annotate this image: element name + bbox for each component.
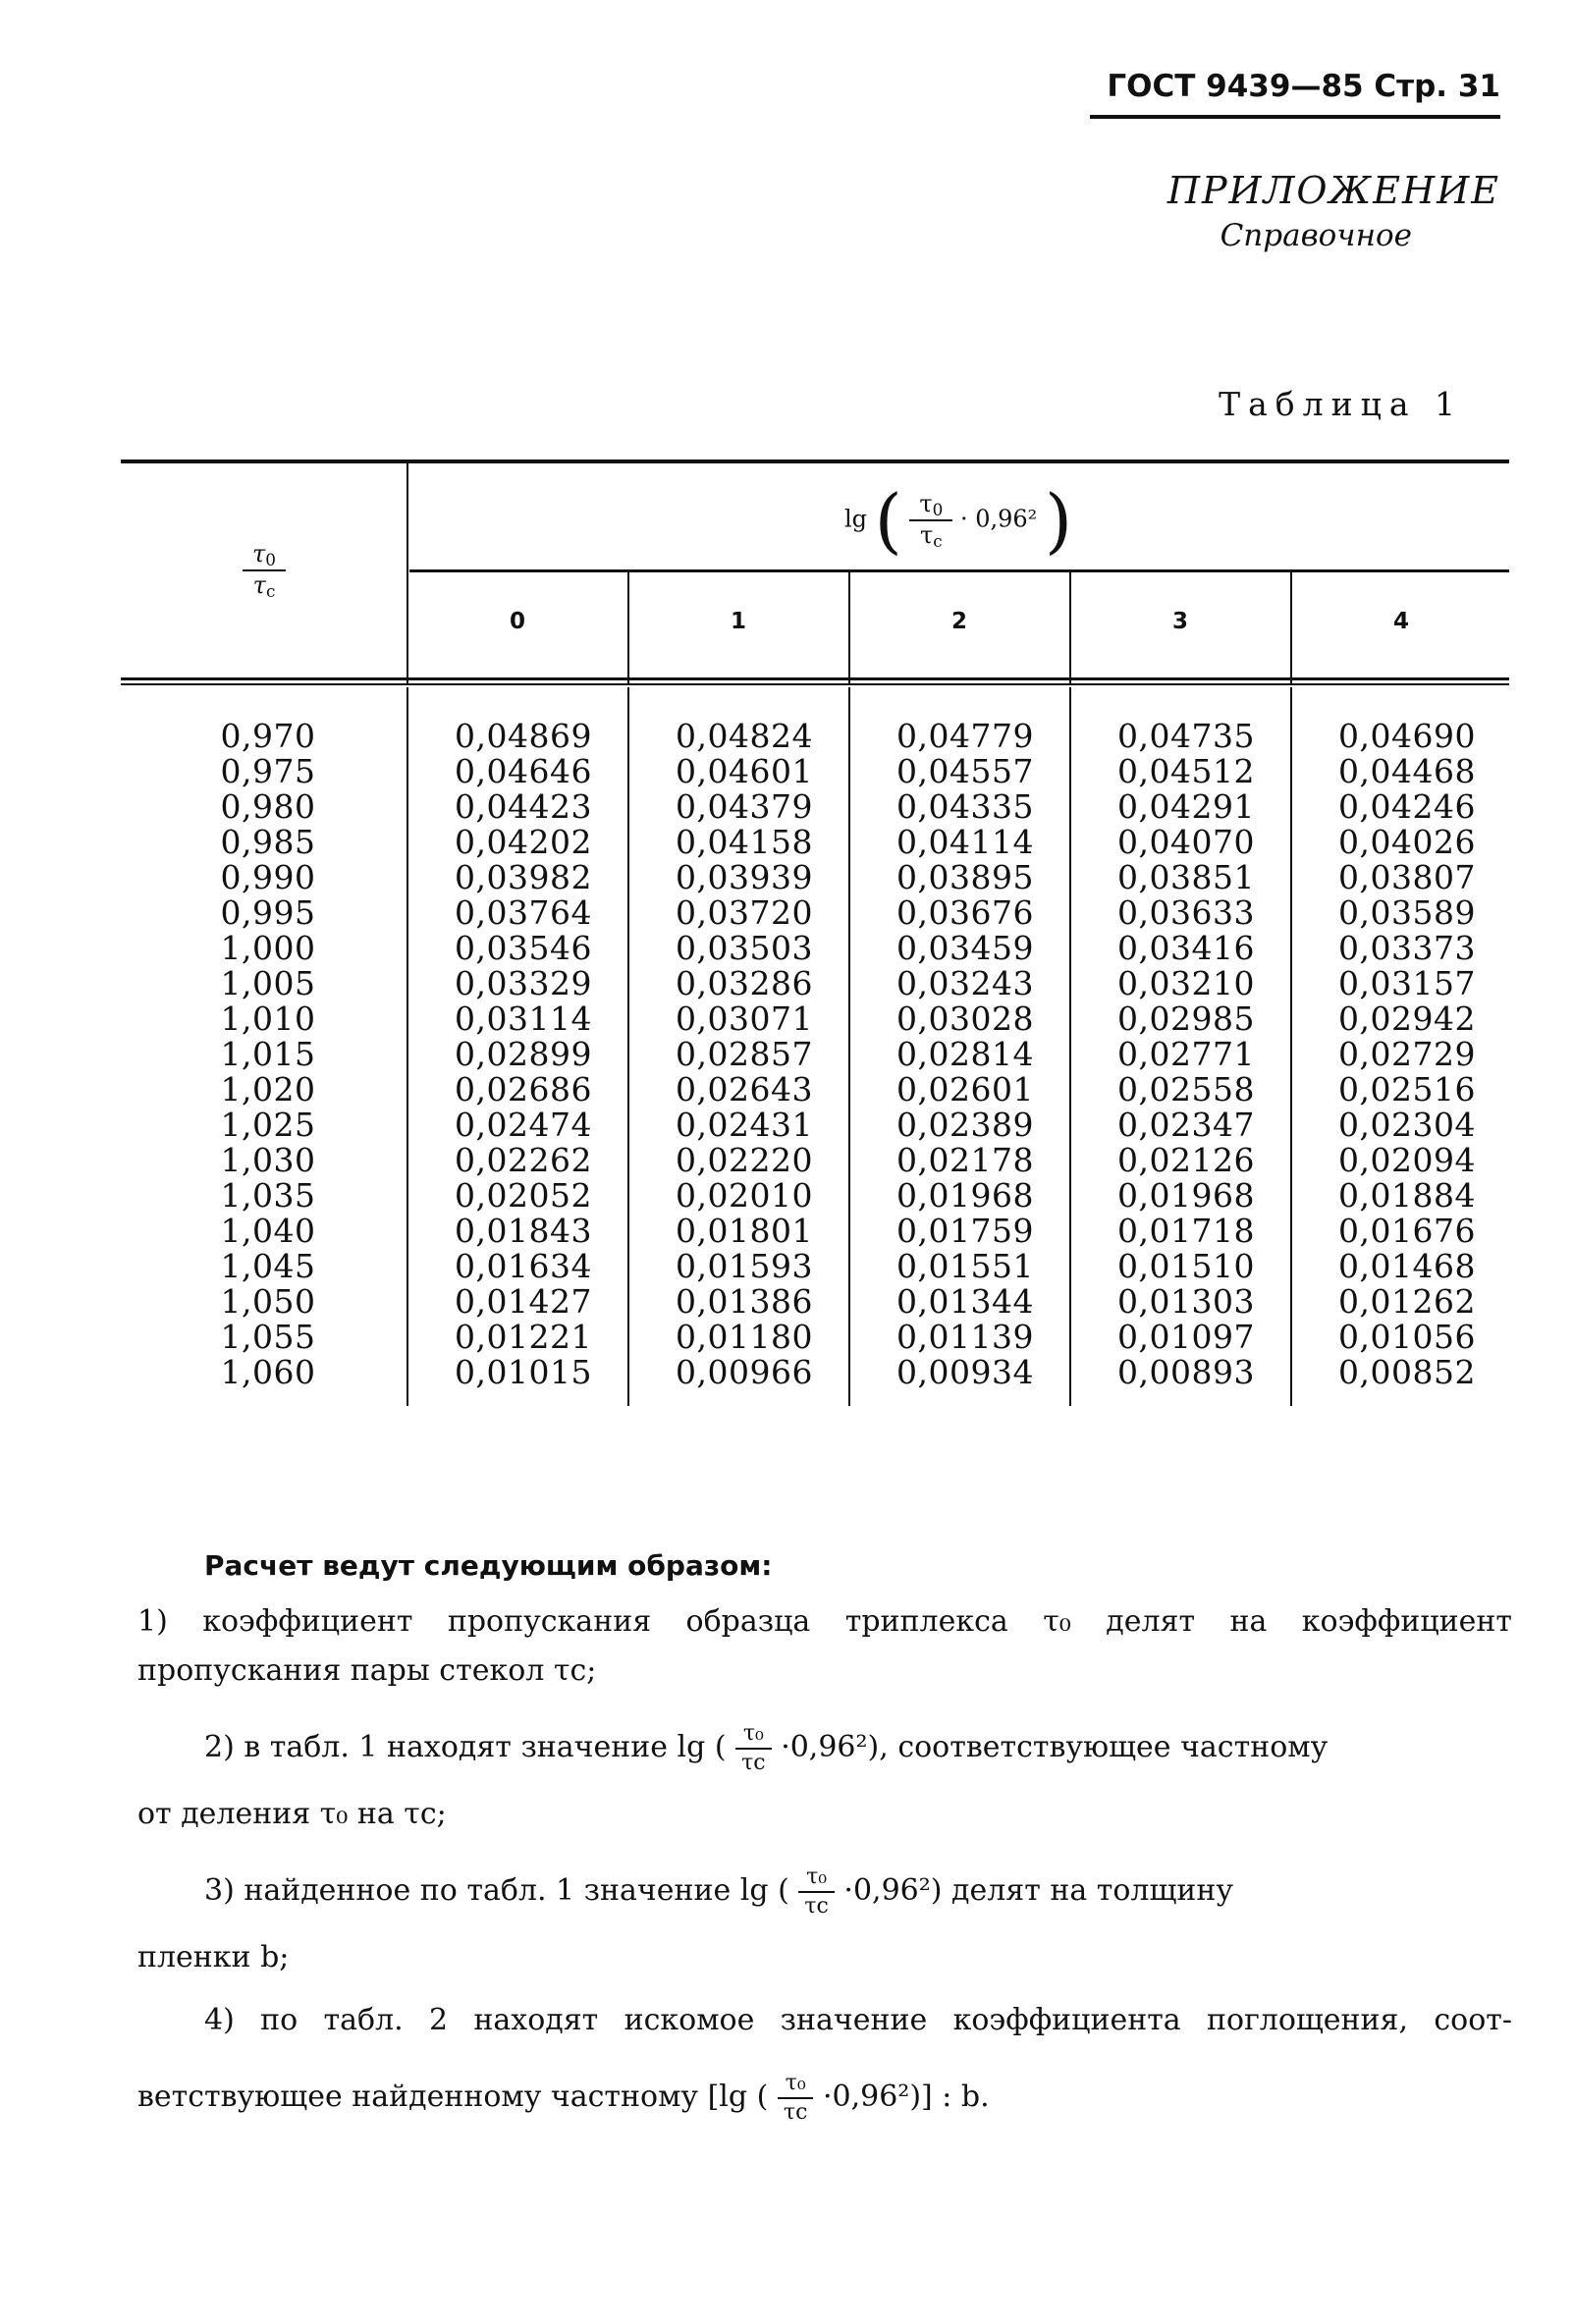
step-2-fraction	[735, 1720, 772, 1777]
value-cell: 0,01843	[455, 1212, 592, 1250]
value-cell: 0,01139	[896, 1318, 1034, 1356]
value-cell: 0,02431	[676, 1106, 813, 1144]
value-cell: 0,04291	[1117, 787, 1255, 826]
value-cell: 0,04601	[676, 752, 813, 790]
step-4-text-b: ·0,96²)] : b.	[822, 2080, 990, 2114]
step-4-line-1: 4) по табл. 2 находят искомое значение коэффициента поглощения, соот-	[204, 2003, 1512, 2037]
value-cell: 0,01262	[1338, 1282, 1476, 1321]
value-cell: 0,03764	[455, 893, 592, 932]
value-cell: 0,02942	[1338, 1000, 1476, 1038]
ratio-cell: 1,020	[220, 1070, 316, 1108]
ratio-cell: 1,005	[220, 964, 316, 1002]
value-cell: 0,02052	[455, 1176, 592, 1215]
ratio-denominator: τ	[252, 571, 266, 600]
value-cell: 0,02985	[1117, 1000, 1255, 1038]
value-cell: 0,03851	[1117, 858, 1255, 896]
value-cell: 0,02857	[676, 1035, 813, 1073]
value-cell: 0,03720	[676, 893, 813, 932]
value-cell: 0,03157	[1338, 964, 1476, 1002]
value-cell: 0,03503	[676, 929, 813, 967]
value-cell: 0,04202	[455, 823, 592, 861]
value-cell: 0,03071	[676, 1000, 813, 1038]
header-fraction	[909, 490, 952, 551]
step-3-line-2: пленки b;	[137, 1940, 290, 1974]
value-cell: 0,02558	[1117, 1070, 1255, 1108]
value-cell: 0,03459	[896, 929, 1034, 967]
header-frac-num: τ	[919, 489, 933, 517]
ratio-cell: 1,025	[220, 1106, 316, 1144]
ratio-cell: 1,000	[220, 929, 316, 967]
header-bottom-rule-2	[121, 683, 1509, 685]
value-cell: 0,02094	[1338, 1141, 1476, 1179]
value-cell: 0,02304	[1338, 1106, 1476, 1144]
value-cell: 0,02899	[455, 1035, 592, 1073]
ratio-cell: 1,045	[220, 1247, 316, 1285]
ratio-cell: 1,035	[220, 1176, 316, 1215]
value-cell: 0,04379	[676, 787, 813, 826]
value-cell: 0,02474	[455, 1106, 592, 1144]
table-caption: Таблица 1	[1219, 385, 1463, 423]
ratio-cell: 0,975	[220, 752, 316, 790]
value-cell: 0,02178	[896, 1141, 1034, 1179]
step-3-text-a: 3) найденное по табл. 1 значение lg (	[204, 1873, 789, 1908]
step-2-frac-den: τc	[741, 1751, 766, 1775]
value-cell: 0,01718	[1117, 1212, 1255, 1250]
value-cell: 0,01968	[1117, 1176, 1255, 1215]
value-cell: 0,03589	[1338, 893, 1476, 932]
step-2-text-a: 2) в табл. 1 находят значение lg (	[204, 1730, 727, 1764]
value-cell: 0,03982	[455, 858, 592, 896]
ratio-numerator-sub: 0	[265, 550, 276, 570]
vline-body-3	[1069, 687, 1071, 1406]
value-cell: 0,02220	[676, 1141, 813, 1179]
value-cell: 0,04824	[676, 717, 813, 755]
step-4-text-a: ветствующее найденному частному [lg (	[137, 2080, 769, 2114]
value-cell: 0,02814	[896, 1035, 1034, 1073]
value-cell: 0,03895	[896, 858, 1034, 896]
ratio-cell: 0,985	[220, 823, 316, 861]
header-bottom-rule-1	[121, 677, 1509, 680]
header-rule	[1090, 115, 1500, 119]
step-2-text-b: ·0,96²), соответствующее частному	[781, 1730, 1329, 1764]
value-cell: 0,04557	[896, 752, 1034, 790]
ratio-cell: 1,030	[220, 1141, 316, 1179]
column-number-4: 4	[1392, 609, 1409, 634]
value-cell: 0,01180	[676, 1318, 813, 1356]
value-cell: 0,04070	[1117, 823, 1255, 861]
value-cell: 0,03329	[455, 964, 592, 1002]
step-1-line-2: пропускания пары стекол τc;	[137, 1653, 597, 1688]
ratio-cell: 1,055	[220, 1318, 316, 1356]
ratio-cell: 0,970	[220, 717, 316, 755]
value-column-1	[666, 719, 823, 1390]
value-cell: 0,02126	[1117, 1141, 1255, 1179]
value-cell: 0,04735	[1117, 717, 1255, 755]
appendix-title: ПРИЛОЖЕНИЕ	[1166, 169, 1500, 212]
table-top-rule	[121, 459, 1509, 463]
main-column-header: lg ( $\frac{\tau_0}{\tau_c}$ · 0,96² )	[843, 479, 1073, 562]
value-cell: 0,03028	[896, 1000, 1034, 1038]
value-cell: 0,02686	[455, 1070, 592, 1108]
value-cell: 0,02389	[896, 1106, 1034, 1144]
step-3-line-1	[204, 1864, 1512, 1920]
column-number-1: 1	[730, 609, 746, 634]
value-cell: 0,04335	[896, 787, 1034, 826]
value-cell: 0,03633	[1117, 893, 1255, 932]
value-cell: 0,01097	[1117, 1318, 1255, 1356]
value-cell: 0,03676	[896, 893, 1034, 932]
ratio-numerator: τ	[252, 540, 266, 567]
step-2-line-1	[204, 1720, 1512, 1777]
value-cell: 0,01056	[1338, 1318, 1476, 1356]
calc-intro: Расчет ведут следующим образом:	[204, 1549, 773, 1582]
value-cell: 0,01510	[1117, 1247, 1255, 1285]
step-3-fraction	[798, 1864, 835, 1920]
value-cell: 0,03243	[896, 964, 1034, 1002]
value-cell: 0,03373	[1338, 929, 1476, 967]
ratio-cell: 1,040	[220, 1212, 316, 1250]
vline-body-2	[848, 687, 850, 1406]
value-cell: 0,03416	[1117, 929, 1255, 967]
step-2-frac-num: τ₀	[735, 1720, 772, 1750]
value-cell: 0,04468	[1338, 752, 1476, 790]
step-4-frac-den: τc	[783, 2100, 808, 2125]
ratio-cell: 0,995	[220, 893, 316, 932]
ratio-cell: 0,980	[220, 787, 316, 826]
value-cell: 0,03939	[676, 858, 813, 896]
column-number-0: 0	[509, 609, 525, 634]
header-frac-num-sub: 0	[932, 500, 944, 519]
value-cell: 0,04869	[455, 717, 592, 755]
multiplier-label: · 0,96²	[959, 505, 1038, 533]
column-number-3: 3	[1171, 609, 1188, 634]
value-cell: 0,01344	[896, 1282, 1034, 1321]
first-column-header	[121, 540, 407, 601]
value-cell: 0,03210	[1117, 964, 1255, 1002]
value-cell: 0,04779	[896, 717, 1034, 755]
page-header: ГОСТ 9439—85 Стр. 31	[1107, 69, 1500, 104]
value-cell: 0,01634	[455, 1247, 592, 1285]
data-table	[121, 459, 1509, 1433]
value-cell: 0,01427	[455, 1282, 592, 1321]
value-cell: 0,01303	[1117, 1282, 1255, 1321]
value-column-2	[887, 719, 1044, 1390]
value-cell: 0,04158	[676, 823, 813, 861]
value-cell: 0,02643	[676, 1070, 813, 1108]
value-cell: 0,01593	[676, 1247, 813, 1285]
value-cell: 0,04423	[455, 787, 592, 826]
ratio-column	[209, 719, 327, 1390]
appendix-type: Справочное	[1220, 218, 1412, 253]
step-3-text-b: ·0,96²) делят на толщину	[843, 1873, 1234, 1908]
value-cell: 0,02601	[896, 1070, 1034, 1108]
ratio-cell: 1,050	[220, 1282, 316, 1321]
value-cell: 0,01386	[676, 1282, 813, 1321]
value-cell: 0,01676	[1338, 1212, 1476, 1250]
value-cell: 0,03114	[455, 1000, 592, 1038]
value-cell: 0,04690	[1338, 717, 1476, 755]
value-cell: 0,01468	[1338, 1247, 1476, 1285]
ratio-fraction	[243, 540, 286, 601]
value-cell: 0,04246	[1338, 787, 1476, 826]
value-cell: 0,02771	[1117, 1035, 1255, 1073]
value-cell: 0,02262	[455, 1141, 592, 1179]
value-cell: 0,03807	[1338, 858, 1476, 896]
column-number-2: 2	[950, 609, 967, 634]
step-4-frac-num: τ₀	[778, 2070, 814, 2099]
step-4-line-2	[137, 2070, 990, 2127]
value-cell: 0,01221	[455, 1318, 592, 1356]
value-cell: 0,01551	[896, 1247, 1034, 1285]
step-4-fraction	[778, 2070, 814, 2127]
header-divider-rule	[409, 569, 1509, 572]
ratio-cell: 0,990	[220, 858, 316, 896]
value-cell: 0,01968	[896, 1176, 1034, 1215]
value-cell: 0,00893	[1117, 1353, 1255, 1391]
value-cell: 0,01884	[1338, 1176, 1476, 1215]
value-cell: 0,02347	[1117, 1106, 1255, 1144]
value-cell: 0,04026	[1338, 823, 1476, 861]
ratio-cell: 1,015	[220, 1035, 316, 1073]
ratio-denominator-sub: c	[265, 581, 276, 602]
step-2-line-2: от деления τ₀ на τc;	[137, 1797, 447, 1831]
value-cell: 0,03546	[455, 929, 592, 967]
vline-body-4	[1290, 687, 1292, 1406]
value-cell: 0,01015	[455, 1353, 592, 1391]
step-3-frac-num: τ₀	[798, 1864, 835, 1893]
value-cell: 0,03286	[676, 964, 813, 1002]
value-cell: 0,00852	[1338, 1353, 1476, 1391]
value-cell: 0,01801	[676, 1212, 813, 1250]
ratio-cell: 1,060	[220, 1353, 316, 1391]
value-cell: 0,04646	[455, 752, 592, 790]
step-3-frac-den: τc	[804, 1894, 829, 1919]
value-column-0	[445, 719, 602, 1390]
value-cell: 0,02010	[676, 1176, 813, 1215]
value-column-4	[1329, 719, 1486, 1390]
lg-label: lg	[843, 505, 867, 533]
header-frac-den-sub: c	[933, 531, 943, 552]
value-cell: 0,04114	[896, 823, 1034, 861]
value-cell: 0,02729	[1338, 1035, 1476, 1073]
step-1-line-1: 1) коэффициент пропускания образца триплекса τ₀ делят на коэффициент	[137, 1604, 1512, 1639]
value-cell: 0,00934	[896, 1353, 1034, 1391]
value-cell: 0,00966	[676, 1353, 813, 1391]
value-cell: 0,02516	[1338, 1070, 1476, 1108]
header-frac-den: τ	[920, 521, 934, 549]
value-cell: 0,04512	[1117, 752, 1255, 790]
value-column-3	[1108, 719, 1265, 1390]
vline-body-1	[627, 687, 629, 1406]
vline-body-0	[407, 687, 408, 1406]
ratio-cell: 1,010	[220, 1000, 316, 1038]
value-cell: 0,01759	[896, 1212, 1034, 1250]
